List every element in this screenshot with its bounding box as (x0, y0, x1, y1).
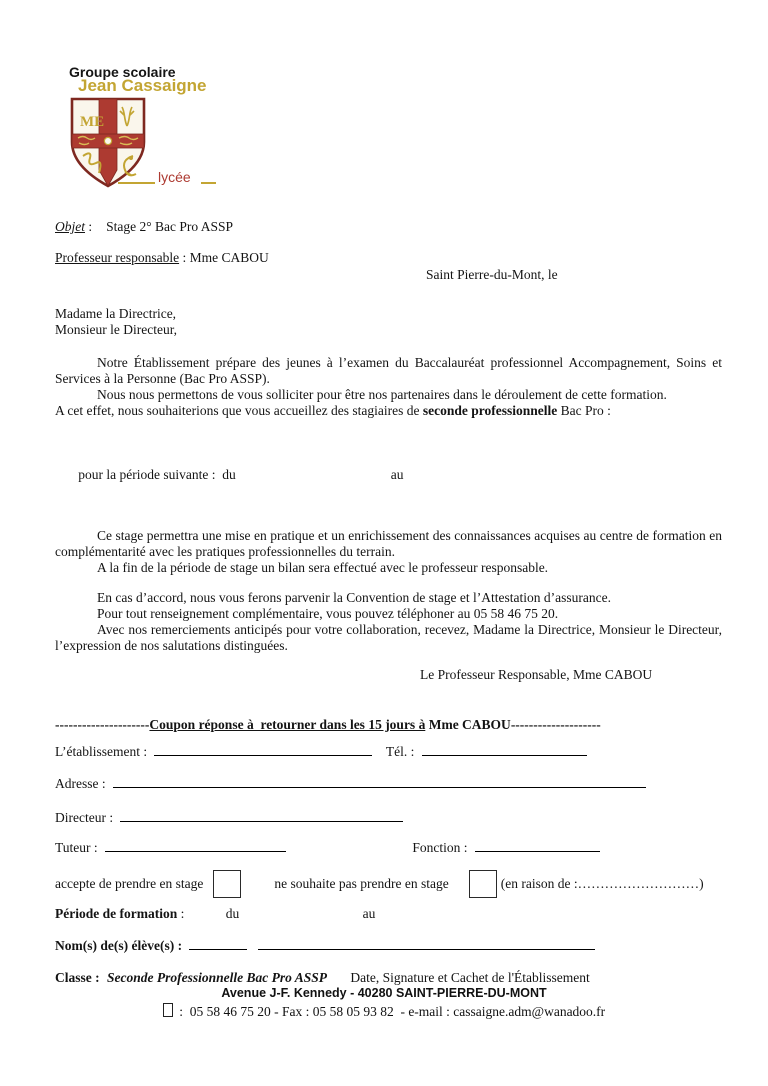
professeur-separator: : (179, 250, 190, 265)
logo-type-label: lycée (158, 169, 191, 185)
phone-icon (163, 1003, 173, 1017)
paragraph-renseignement: Pour tout renseignement complémentaire, vous pouvez téléphoner au 05 58 46 75 20. (97, 606, 559, 621)
objet-label: Objet (55, 219, 85, 234)
periode-au-label2: au (362, 906, 376, 921)
objet-value: Stage 2° Bac Pro ASSP (106, 219, 234, 234)
objet-separator: : (85, 219, 93, 234)
paragraph-remerciements: Avec nos remerciements anticipés pour votre collaboration, recevez, Madame la Directrice, Monsieur le Directeur, l’expression de nos salutations distinguées. (55, 622, 722, 653)
date-signature-label: Date, Signature et Cachet de l'Établissement (350, 970, 590, 985)
refuse-checkbox[interactable] (469, 870, 497, 898)
letterhead-footer (0, 986, 768, 1020)
refuse-label: ne souhaite pas prendre en stage (274, 876, 449, 891)
tuteur-row (55, 838, 722, 856)
logo-left-rule (118, 182, 155, 184)
paragraph-accord: En cas d’accord, nous vous ferons parvenir la Convention de stage et l’Attestation d’assurance. (97, 590, 611, 605)
salutation-block (55, 306, 722, 338)
fonction-blank-line[interactable] (475, 838, 600, 852)
periode-label: pour la période suivante : du (78, 467, 236, 482)
paragraph-effet (55, 403, 722, 419)
paragraph-bilan: A la fin de la période de stage un bilan sera effectué avec le professeur responsable. (97, 560, 549, 575)
periode-formation-separator: : (177, 906, 185, 921)
coupon-dashes-left: --------------------- (55, 717, 150, 732)
paragraph-sollicitation: Nous nous permettons de vous solliciter pour être nos partenaires dans le déroulement de cette formation. (97, 387, 667, 402)
periode-formation-label: Période de formation (55, 906, 178, 921)
logo-school-name: Jean Cassaigne (78, 76, 207, 95)
fonction-label: Fonction : (412, 840, 468, 855)
tuteur-blank-line[interactable] (105, 838, 286, 852)
noms-eleves-label: Nom(s) de(s) élève(s) : (55, 938, 183, 953)
periode-du-label: du (225, 906, 240, 921)
etablissement-blank-line[interactable] (154, 742, 372, 756)
raison-label: (en raison de :………………………) (500, 876, 704, 891)
classe-value: Seconde Professionnelle Bac Pro ASSP (107, 970, 328, 985)
accepte-label: accepte de prendre en stage (55, 876, 204, 891)
directeur-blank-line[interactable] (120, 808, 403, 822)
coupon-heading (55, 717, 722, 733)
professeur-line (55, 250, 722, 266)
coupon-heading-name: Mme CABOU (425, 717, 511, 732)
salutation-directrice: Madame la Directrice, (55, 306, 177, 321)
objet-line (55, 219, 722, 235)
svg-text:ME: ME (80, 114, 105, 130)
adresse-blank-line[interactable] (113, 774, 646, 788)
periode-line (55, 451, 722, 499)
paragraph-stage-pratique: Ce stage permettra une mise en pratique et un enrichissement des connaissances acquises au centre de formation en complémentarité avec les pratiques professionnelles du terrain. (55, 528, 722, 559)
adresse-row (55, 774, 722, 792)
paragraph-effet-bold: seconde professionnelle (422, 403, 558, 418)
accepte-checkbox[interactable] (213, 870, 241, 898)
adresse-label: Adresse : (55, 776, 106, 791)
school-crest-shield-icon (69, 96, 147, 190)
tel-blank-line[interactable] (422, 742, 587, 756)
footer-contact-text: 05 58 46 75 20 - Fax : 05 58 05 93 82 - e-mail : cassaigne.adm@wanadoo.fr (189, 1004, 606, 1019)
footer-contact-line (0, 1003, 768, 1020)
acceptation-row (55, 870, 722, 898)
periode-formation-row (55, 906, 722, 922)
professeur-value: Mme CABOU (189, 250, 269, 265)
noms-blank-line-short[interactable] (189, 936, 247, 950)
paragraph-effet-start: A cet effet, nous souhaiterions que vous accueillez des stagiaires de (55, 403, 423, 418)
salutation-directeur: Monsieur le Directeur, (55, 322, 178, 337)
logo-group-label: Groupe scolaire (69, 64, 176, 80)
coupon-heading-text: Coupon réponse à retourner dans les 15 jours à (149, 717, 426, 732)
footer-address: Avenue J-F. Kennedy - 40280 SAINT-PIERRE-DU-MONT (221, 986, 547, 1000)
tel-label: Tél. : (385, 744, 415, 759)
periode-au-label: au (390, 467, 404, 482)
directeur-label: Directeur : (55, 810, 114, 825)
footer-contact-separator: : (175, 1004, 190, 1019)
etablissement-label: L’établissement : (55, 744, 148, 759)
signature-line: Le Professeur Responsable, Mme CABOU (420, 667, 653, 682)
classe-row (55, 970, 722, 986)
school-logo (55, 63, 235, 193)
tuteur-label: Tuteur : (55, 840, 98, 855)
logo-right-rule (201, 182, 216, 184)
professeur-label: Professeur responsable (55, 250, 180, 265)
paragraph-effet-end: Bac Pro : (557, 403, 611, 418)
noms-blank-line-long[interactable] (258, 936, 595, 950)
classe-label: Classe : (55, 970, 100, 985)
noms-eleves-row (55, 936, 722, 954)
city-date-line: Saint Pierre-du-Mont, le (426, 267, 558, 282)
directeur-row (55, 808, 722, 826)
paragraph-presentation: Notre Établissement prépare des jeunes à l’examen du Baccalauréat professionnel Accompagnement, Soins et Services à la Personne (Bac Pro ASSP). (55, 355, 722, 386)
coupon-dashes-right: -------------------- (510, 717, 601, 732)
etablissement-row (55, 742, 722, 760)
